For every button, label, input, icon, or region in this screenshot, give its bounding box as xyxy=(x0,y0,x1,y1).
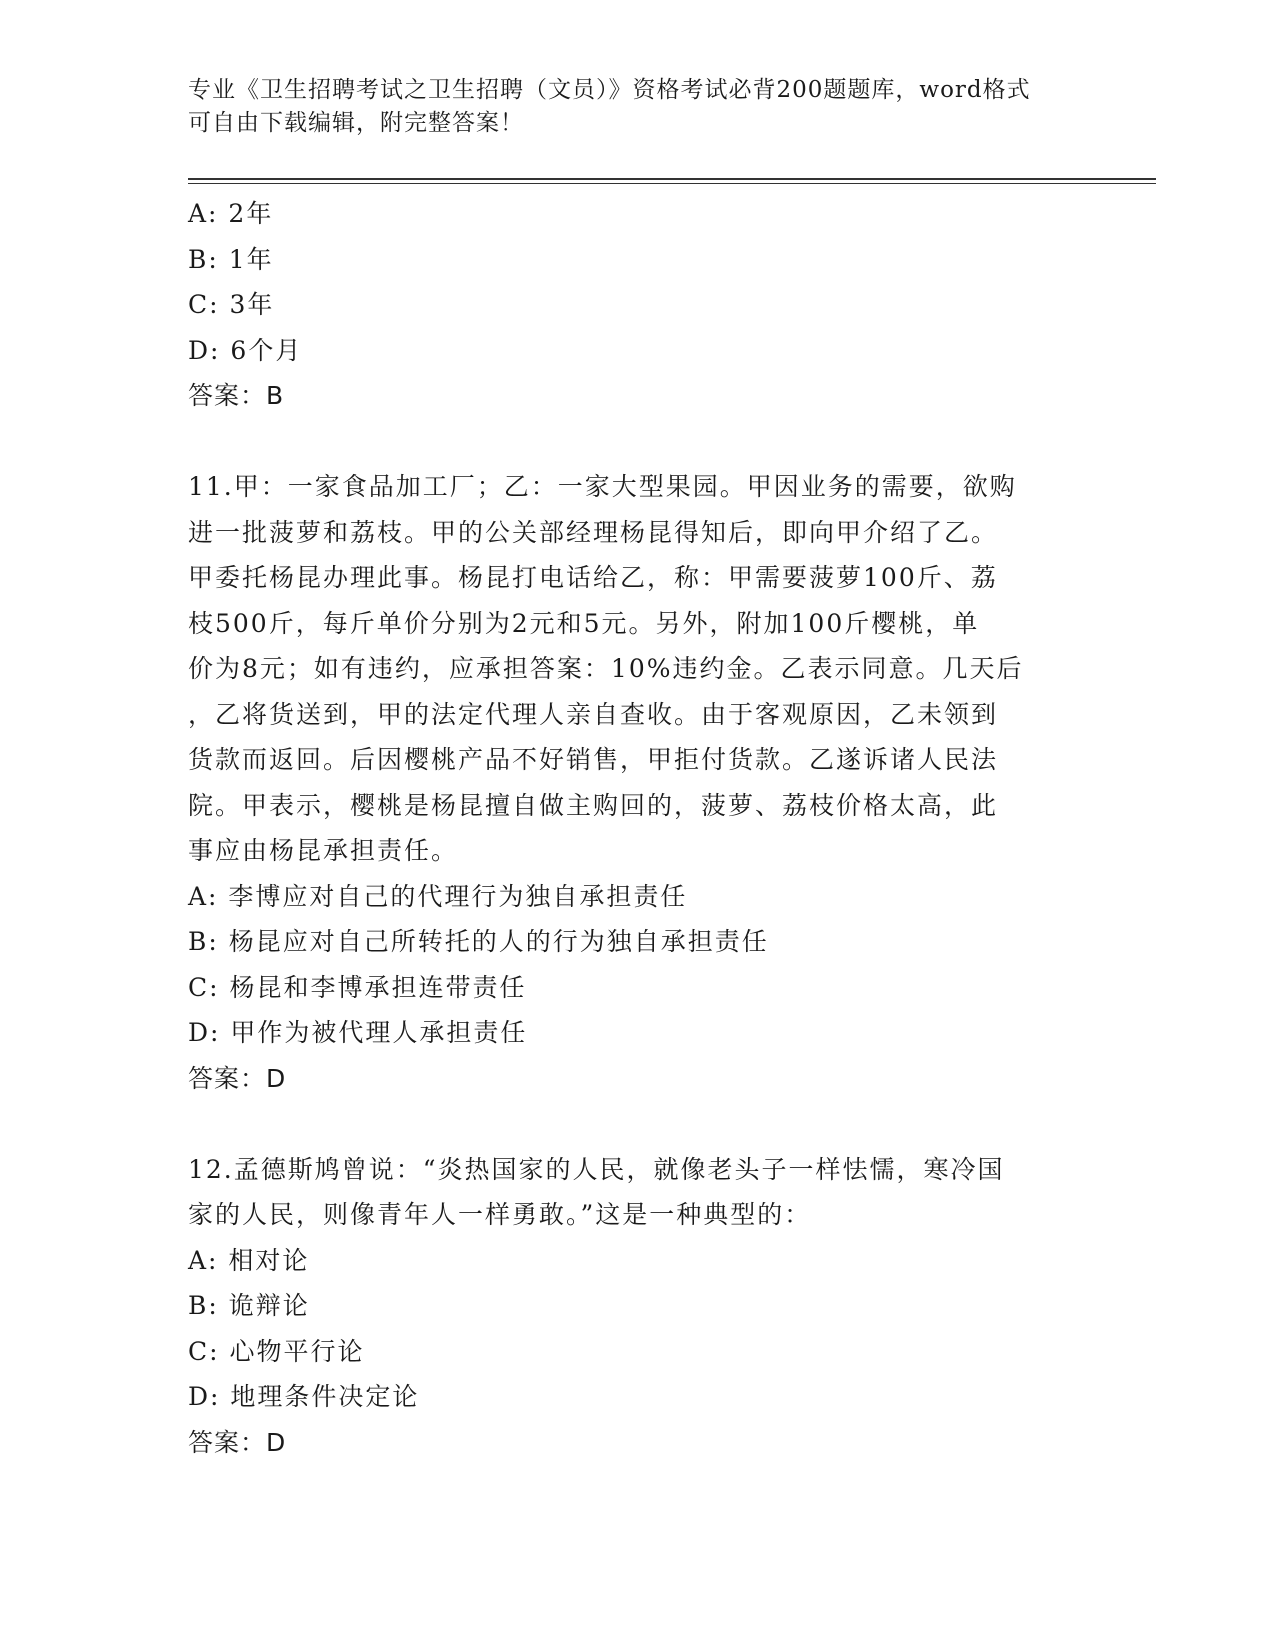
option-a: A: 李博应对自己的代理行为独自承担责任 xyxy=(188,881,688,911)
question-stem-line: 12.孟德斯鸠曾说：“炎热国家的人民，就像老头子一样怯懦，寒冷国 xyxy=(188,1154,1005,1184)
option-d: D: 6个月 xyxy=(188,335,303,365)
question-10 xyxy=(188,191,1088,419)
option-d: D: 甲作为被代理人承担责任 xyxy=(188,1018,528,1047)
question-11 xyxy=(188,464,1088,1101)
option-c: C: 心物平行论 xyxy=(188,1336,365,1366)
answer: 答案：D xyxy=(188,1063,287,1093)
option-b: B: 诡辩论 xyxy=(188,1291,310,1320)
option-b: B: 1年 xyxy=(188,244,274,274)
option-a: A: 2年 xyxy=(188,199,274,228)
question-stem-line: 枝500斤，每斤单价分别为2元和5元。另外，附加100斤樱桃，单 xyxy=(188,608,980,638)
header-line-2: 可自由下载编辑，附完整答案！ xyxy=(188,110,524,136)
question-stem-line: ，乙将货送到，甲的法定代理人亲自查收。由于客观原因，乙未领到 xyxy=(188,699,999,729)
option-a: A: 相对论 xyxy=(188,1245,310,1275)
question-12 xyxy=(188,1147,1088,1466)
question-stem-line: 进一批菠萝和荔枝。甲的公关部经理杨昆得知后，即向甲介绍了乙。 xyxy=(188,517,999,547)
header-line-1: 专业《卫生招聘考试之卫生招聘（文员）》资格考试必背200题题库，word格式 xyxy=(188,77,1031,103)
question-stem-line: 院。甲表示，樱桃是杨昆擅自做主购回的，菠萝、荔枝价格太高，此 xyxy=(188,790,999,820)
document-header xyxy=(188,74,1068,140)
header-divider xyxy=(188,178,1156,180)
answer: 答案：B xyxy=(188,381,285,410)
option-d: D: 地理条件决定论 xyxy=(188,1382,420,1411)
option-c: C: 杨昆和李博承担连带责任 xyxy=(188,972,527,1002)
question-stem-line: 甲委托杨昆办理此事。杨昆打电话给乙，称：甲需要菠萝100斤、荔 xyxy=(188,563,998,592)
option-c: C: 3年 xyxy=(188,290,275,319)
question-content xyxy=(188,191,1088,1465)
question-stem-line: 事应由杨昆承担责任。 xyxy=(188,836,459,865)
question-stem-line: 11.甲：一家食品加工厂；乙：一家大型果园。甲因业务的需要，欲购 xyxy=(188,472,1017,501)
spacer xyxy=(188,1101,1088,1147)
question-stem-line: 价为8元；如有违约，应承担答案：10%违约金。乙表示同意。几天后 xyxy=(188,654,1024,683)
spacer xyxy=(188,419,1088,465)
question-stem-line: 家的人民，则像青年人一样勇敢。”这是一种典型的： xyxy=(188,1200,812,1229)
header-divider-thin xyxy=(188,183,1156,184)
answer: 答案：D xyxy=(188,1427,287,1457)
option-b: B: 杨昆应对自己所转托的人的行为独自承担责任 xyxy=(188,927,769,956)
question-stem-line: 货款而返回。后因樱桃产品不好销售，甲拒付货款。乙遂诉诸人民法 xyxy=(188,745,999,774)
